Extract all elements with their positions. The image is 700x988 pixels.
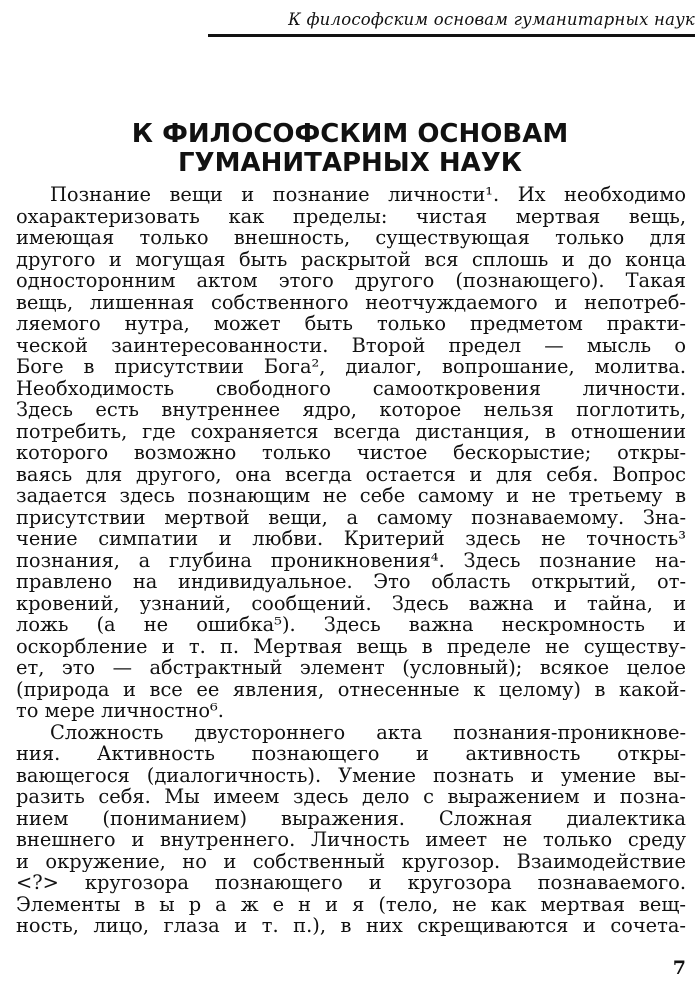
text-line: оскорбление и т. п. Мертвая вещь в пределе не существу- [16,635,686,657]
text-line: задается здесь познающим не себе самому и не третьему в [16,485,686,507]
text-line: Здесь есть внутреннее ядро, которое нельзя поглотить, [16,399,686,421]
text-line: <?> кругозора познающего и кругозора познаваемого. [16,872,686,894]
text-line: Элементы в ы р а ж е н и я (тело, не как мертвая вещ- [16,893,686,915]
text-line: (природа и все ее явления, отнесенные к целому) в какой- [16,678,686,700]
text-line: Сложность двустороннего акта познания-проникнове- [50,721,686,743]
text-line: кровений, узнаний, сообщений. Здесь важна и тайна, и [16,592,686,614]
text-line: вающегося (диалогичность). Умение познать и умение вы- [16,764,686,786]
text-line: имеющая только внешность, существующая только для [16,227,686,249]
text-line: познания, а глубина проникновения⁴. Здесь познание на- [16,549,686,571]
text-line: охарактеризовать как пределы: чистая мертвая вещь, [16,205,686,227]
text-line: которого возможно только чистое бескорыстие; откры- [16,442,686,464]
text-line: Необходимость свободного самооткровения личности. [16,377,686,399]
text-line: Познание вещи и познание личности¹. Их необходимо [50,184,686,206]
text-line: то мере личностно⁶. [16,700,224,722]
chapter-title-line: К ФИЛОСОФСКИМ ОСНОВАМ [131,119,569,149]
text-line: вещь, лишенная собственного неотчуждаемого и непотреб- [16,291,686,313]
running-head [208,4,695,37]
text-line: ложь (а не ошибка⁵). Здесь важна нескромность и [16,614,686,636]
text-line: правлено на индивидуальное. Это область открытий, от- [16,571,686,593]
text-line: и окружение, но и собственный кругозор. Взаимодействие [16,850,686,872]
chapter-title-line: ГУМАНИТАРНЫХ НАУК [177,148,523,178]
text-line: нием (пониманием) выражения. Сложная диалектика [16,807,686,829]
text-line: потребить, где сохраняется всегда дистанция, в отношении [16,420,686,442]
page-number: 7 [672,957,686,979]
text-line: ваясь для другого, она всегда остается и для себя. Вопрос [16,463,686,485]
text-line: ляемого нутра, может быть только предметом практи- [16,313,686,335]
text-line: ния. Активность познающего и активность откры- [16,743,686,765]
text-line: односторонним актом этого другого (познающего). Такая [16,270,686,292]
text-line: Боге в присутствии Бога², диалог, вопрошание, молитва. [16,356,686,378]
text-line: другого и могущая быть раскрытой вся сплошь и до конца [16,248,686,270]
chapter-title [0,120,700,178]
running-head-text: К философским основам гуманитарных наук [288,9,695,29]
text-line: ет, это — абстрактный элемент (условный); всякое целое [16,657,686,679]
text-line: разить себя. Мы имеем здесь дело с выражением и позна- [16,786,686,808]
text-line: ность, лицо, глаза и т. п.), в них скрещиваются и сочета- [16,915,686,937]
text-line: ческой заинтересованности. Второй предел — мысль о [16,334,686,356]
text-line: чение симпатии и любви. Критерий здесь не точность³ [16,528,686,550]
text-line: внешнего и внутреннего. Личность имеет не только среду [16,829,686,851]
body-text [16,184,686,937]
text-line: присутствии мертвой вещи, а самому познаваемому. Зна- [16,506,686,528]
